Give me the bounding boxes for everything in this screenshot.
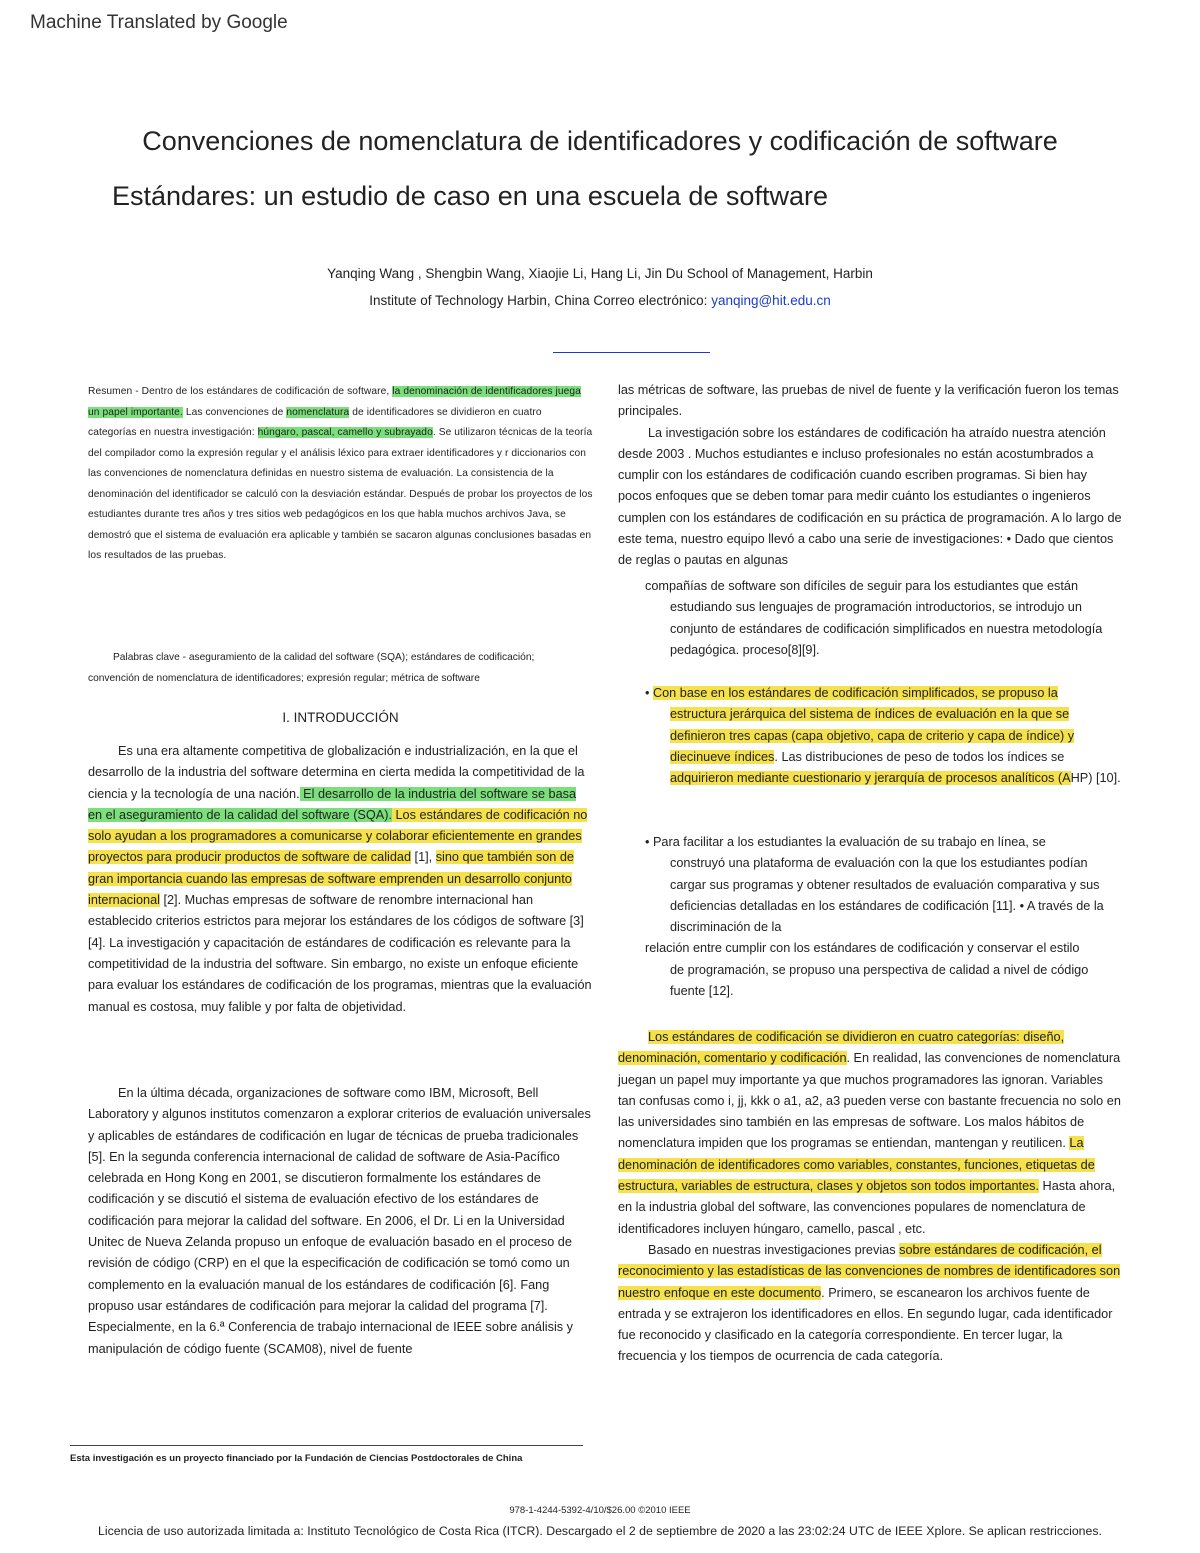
body-text: Es una era altamente competitiva de globalización e industrialización, en la que el desarrollo de la industria del software determina en cierta medida la competitividad de la ciencia y la tecnología de una nación.: [88, 744, 585, 801]
highlight-green: la denominación de identificadores juega un papel importante.: [88, 386, 581, 418]
body-text: [2]. Muchas empresas de software de renombre internacional han establecido criterios estrictos para mejorar los estándares de los códigos de software [3][4]. La investigación y capacitación de estándares de codificación es relevante para la competitividad de la industria del software. Sin embargo, no existe un enfoque eficiente para evaluar los estándares de codificación de los programas, mientras que la evaluación manual es costosa, muy falible y por falta de objetividad.: [88, 893, 592, 1014]
body-text: . En realidad, las convenciones de nomenclatura juegan un papel muy importante ya que muchos programadores las ignoran. Variables tan confusas como i, jj, kkk o a1, a2, a3 pueden verse con bastante frecuencia no solo en las universidades sino también en las empresas de software. Los malos hábitos de nomenclatura impiden que los programas se entiendan, mantengan y reutilicen.: [618, 1051, 1121, 1151]
bullet-1-rest: estudiando sus lenguajes de programación introductorios, se introdujo un conjunto de estándares de codificación simplificados en nuestra metodología pedagógica. proceso[8][9].: [670, 600, 1103, 657]
keywords: [88, 648, 593, 689]
abstract-text: . Se utilizaron técnicas de la teoría del compilador como la expresión regular y el análisis léxico para extraer identificadores y r diccionarios con las convenciones de nomenclatura definidas en nuestro sistema de evaluación. La consistencia de la denominación del identificador se calculó con la desviación estándar. Después de probar los proyectos de los estudiantes durante tres años y tres sitios web pedagógicos en los que habla muchos archivos Java, se demostró que el sistema de evaluación era aplicable y también se sacaron algunas conclusiones basadas en los resultados de las pruebas.: [88, 427, 593, 561]
bullet-1-first: compañías de software son difíciles de seguir para los estudiantes que están: [645, 579, 1079, 593]
bullet-3-first: • Para facilitar a los estudiantes la evaluación de su trabajo en línea, se: [645, 835, 1046, 849]
footnote-divider: [70, 1445, 583, 1446]
affiliation-text: Institute of Technology Harbin, China Correo electrónico:: [369, 293, 712, 308]
body-text: Hasta ahora, en la industria global del software, las convenciones populares de nomenclatura de identificadores incluyen húngaro, camello, pascal , etc.: [618, 1179, 1116, 1236]
authors-line1: Yanqing Wang , Shengbin Wang, Xiaojie Li, Hang Li, Jin Du School of Management, Harbin: [327, 266, 873, 281]
highlight-green: nomenclatura: [286, 406, 350, 418]
authors-line2: [0, 293, 1200, 308]
highlight-yellow: Los estándares de codificación no solo ayudan a los programadores a comunicarse y colaborar eficientemente en grandes proyectos para producir productos de software de calidad: [88, 807, 588, 865]
body-text: En la última década, organizaciones de software como IBM, Microsoft, Bell Laboratory y algunos institutos comenzaron a explorar criterios de evaluación universales y aplicables de estándares de codificación en lugar de técnicas de prueba tradicionales [5]. En la segunda conferencia internacional de calidad de software de Asia-Pacífico celebrada en Hong Kong en 2001, se discutieron formalmente los estándares de codificación y se discutió el sistema de evaluación efectivo de los estándares de codificación para mejorar la calidad del software. En 2006, el Dr. Li en la Universidad Unitec de Nueva Zelanda propuso un enfoque de evaluación basado en el proceso de revisión de código (CRP) en el que la especificación de codificación se tomó como un complemento en la evaluación manual de los estándares de codificación [6]. Fang propuso usar estándares de codificación para mejorar la calidad del programa [7]. Especialmente, en la 6.ª Conferencia de trabajo internacional de IEEE sobre análisis y manipulación de código fuente (SCAM08), nivel de fuente: [88, 1086, 591, 1356]
abstract: [88, 382, 593, 567]
footnote: Esta investigación es un proyecto financiado por la Fundación de Ciencias Postdoctorales de China: [70, 1453, 523, 1464]
bullet-3-rest: construyó una plataforma de evaluación con la que los estudiantes podían cargar sus programas y obtener resultados de evaluación comparativa y sus deficiencias detalladas en los estándares de codificación [11]. • A través de la discriminación de la: [670, 856, 1104, 935]
body-text: HP) [10].: [1070, 771, 1121, 786]
abstract-text: de identificadores se dividieron en cuatro categorías en nuestra investigación:: [88, 406, 542, 438]
body-text: Basado en nuestras investigaciones previas: [648, 1242, 900, 1257]
right-paragraph-2: La investigación sobre los estándares de codificación ha atraído nuestra atención desde 2003 . Muchos estudiantes e incluso profesionales no están acostumbrados a cumplir con los estándares de codificación cuando escriben programas. Si bien hay pocos enfoques que se deben tomar para medir cuánto los estudiantes o ingenieros cumplen con los estándares de codificación en su práctica de programación. A lo largo de este tema, nuestro equipo llevó a cabo una serie de investigaciones: • Dado que cientos de reglas o pautas en algunas: [618, 425, 1122, 568]
body-text: [1],: [411, 850, 436, 865]
highlight-green: húngaro, pascal, camello y subrayado: [257, 427, 433, 438]
highlight-yellow: sino que también son de gran importancia cuando las empresas de software emprenden un desarrollo conjunto internacional: [88, 850, 574, 908]
body-text: . Las distribuciones de peso de todos los índices se: [774, 749, 1065, 764]
bullet-item-3: [645, 832, 1123, 1002]
right-paragraph-1: las métricas de software, las pruebas de nivel de fuente y la verificación fueron los temas principales.: [618, 383, 1119, 419]
highlight-yellow: Los estándares de codificación se dividieron en cuatro categorías: diseño, denominación, comentario y codificación: [618, 1030, 1065, 1066]
highlight-yellow: estructura jerárquica del sistema de índices de evaluación en la que se definieron tres capas (capa objetivo, capa de criterio y capa de índice) y diecinueve índices: [670, 707, 1075, 764]
highlight-green: El desarrollo de la industria del software se basa en el aseguramiento de la calidad del software (SQA).: [88, 786, 577, 822]
abstract-text: Resumen - Dentro de los estándares de codificación de software,: [88, 386, 393, 397]
highlight-yellow: La denominación de identificadores como variables, constantes, funciones, etiquetas de estructura, variables de estructura, clases y objetos son todos importantes.: [618, 1136, 1095, 1194]
highlight-yellow: sobre estándares de codificación, el reconocimiento y las estadísticas de las convenciones de nombres de identificadores son nuestro enfoque en este documento: [618, 1242, 1121, 1300]
watermark: Machine Translated by Google: [30, 12, 288, 33]
highlight-yellow: adquirieron mediante cuestionario y jerarquía de procesos analíticos (A: [670, 771, 1071, 786]
section-heading: I. INTRODUCCIÓN: [282, 710, 399, 725]
right-column-bottom: [618, 1027, 1123, 1368]
keywords-line1: Palabras clave - aseguramiento de la calidad del software (SQA); estándares de codificación;: [113, 652, 535, 663]
paper-title-line1: Convenciones de nomenclatura de identificadores y codificación de software: [142, 126, 1058, 156]
highlight-yellow: Con base en los estándares de codificación simplificados, se propuso la: [652, 686, 1058, 700]
isbn-copyright: 978-1-4244-5392-4/10/$26.00 ©2010 IEEE: [509, 1505, 691, 1516]
license-notice: Licencia de uso autorizada limitada a: Instituto Tecnológico de Costa Rica (ITCR). Descargado el 2 de septiembre de 2020 a las 23:02:24 UTC de IEEE Xplore. Se aplican restricciones.: [98, 1524, 1102, 1538]
bullet-item-2: [645, 683, 1123, 789]
bullet-3b-rest: de programación, se propuso una perspectiva de calidad a nivel de código fuente [12].: [670, 962, 1089, 999]
title-divider: [553, 352, 710, 353]
keywords-line2: convención de nomenclatura de identificadores; expresión regular; métrica de software: [88, 672, 480, 684]
bullet-item-1: [645, 576, 1123, 661]
email-link[interactable]: yanqing@hit.edu.cn: [711, 293, 831, 308]
bullet-3b-first: relación entre cumplir con los estándares de codificación y conservar el estilo: [645, 941, 1080, 956]
abstract-text: Las convenciones de: [182, 406, 287, 418]
intro-paragraph-2: [88, 1083, 593, 1360]
right-column-top: [618, 380, 1123, 572]
paper-title-line2: Estándares: un estudio de caso en una escuela de software: [112, 181, 828, 211]
body-text: . Primero, se escanearon los archivos fuente de entrada y se extrajeron los identificadores en ellos. En segundo lugar, cada identificador fue reconocido y clasificado en la categoría correspondiente. En tercer lugar, la frecuencia y los tiempos de ocurrencia de cada categoría.: [618, 1285, 1113, 1364]
intro-paragraph-1: [88, 741, 593, 1018]
bullet-marker: •: [645, 686, 653, 700]
